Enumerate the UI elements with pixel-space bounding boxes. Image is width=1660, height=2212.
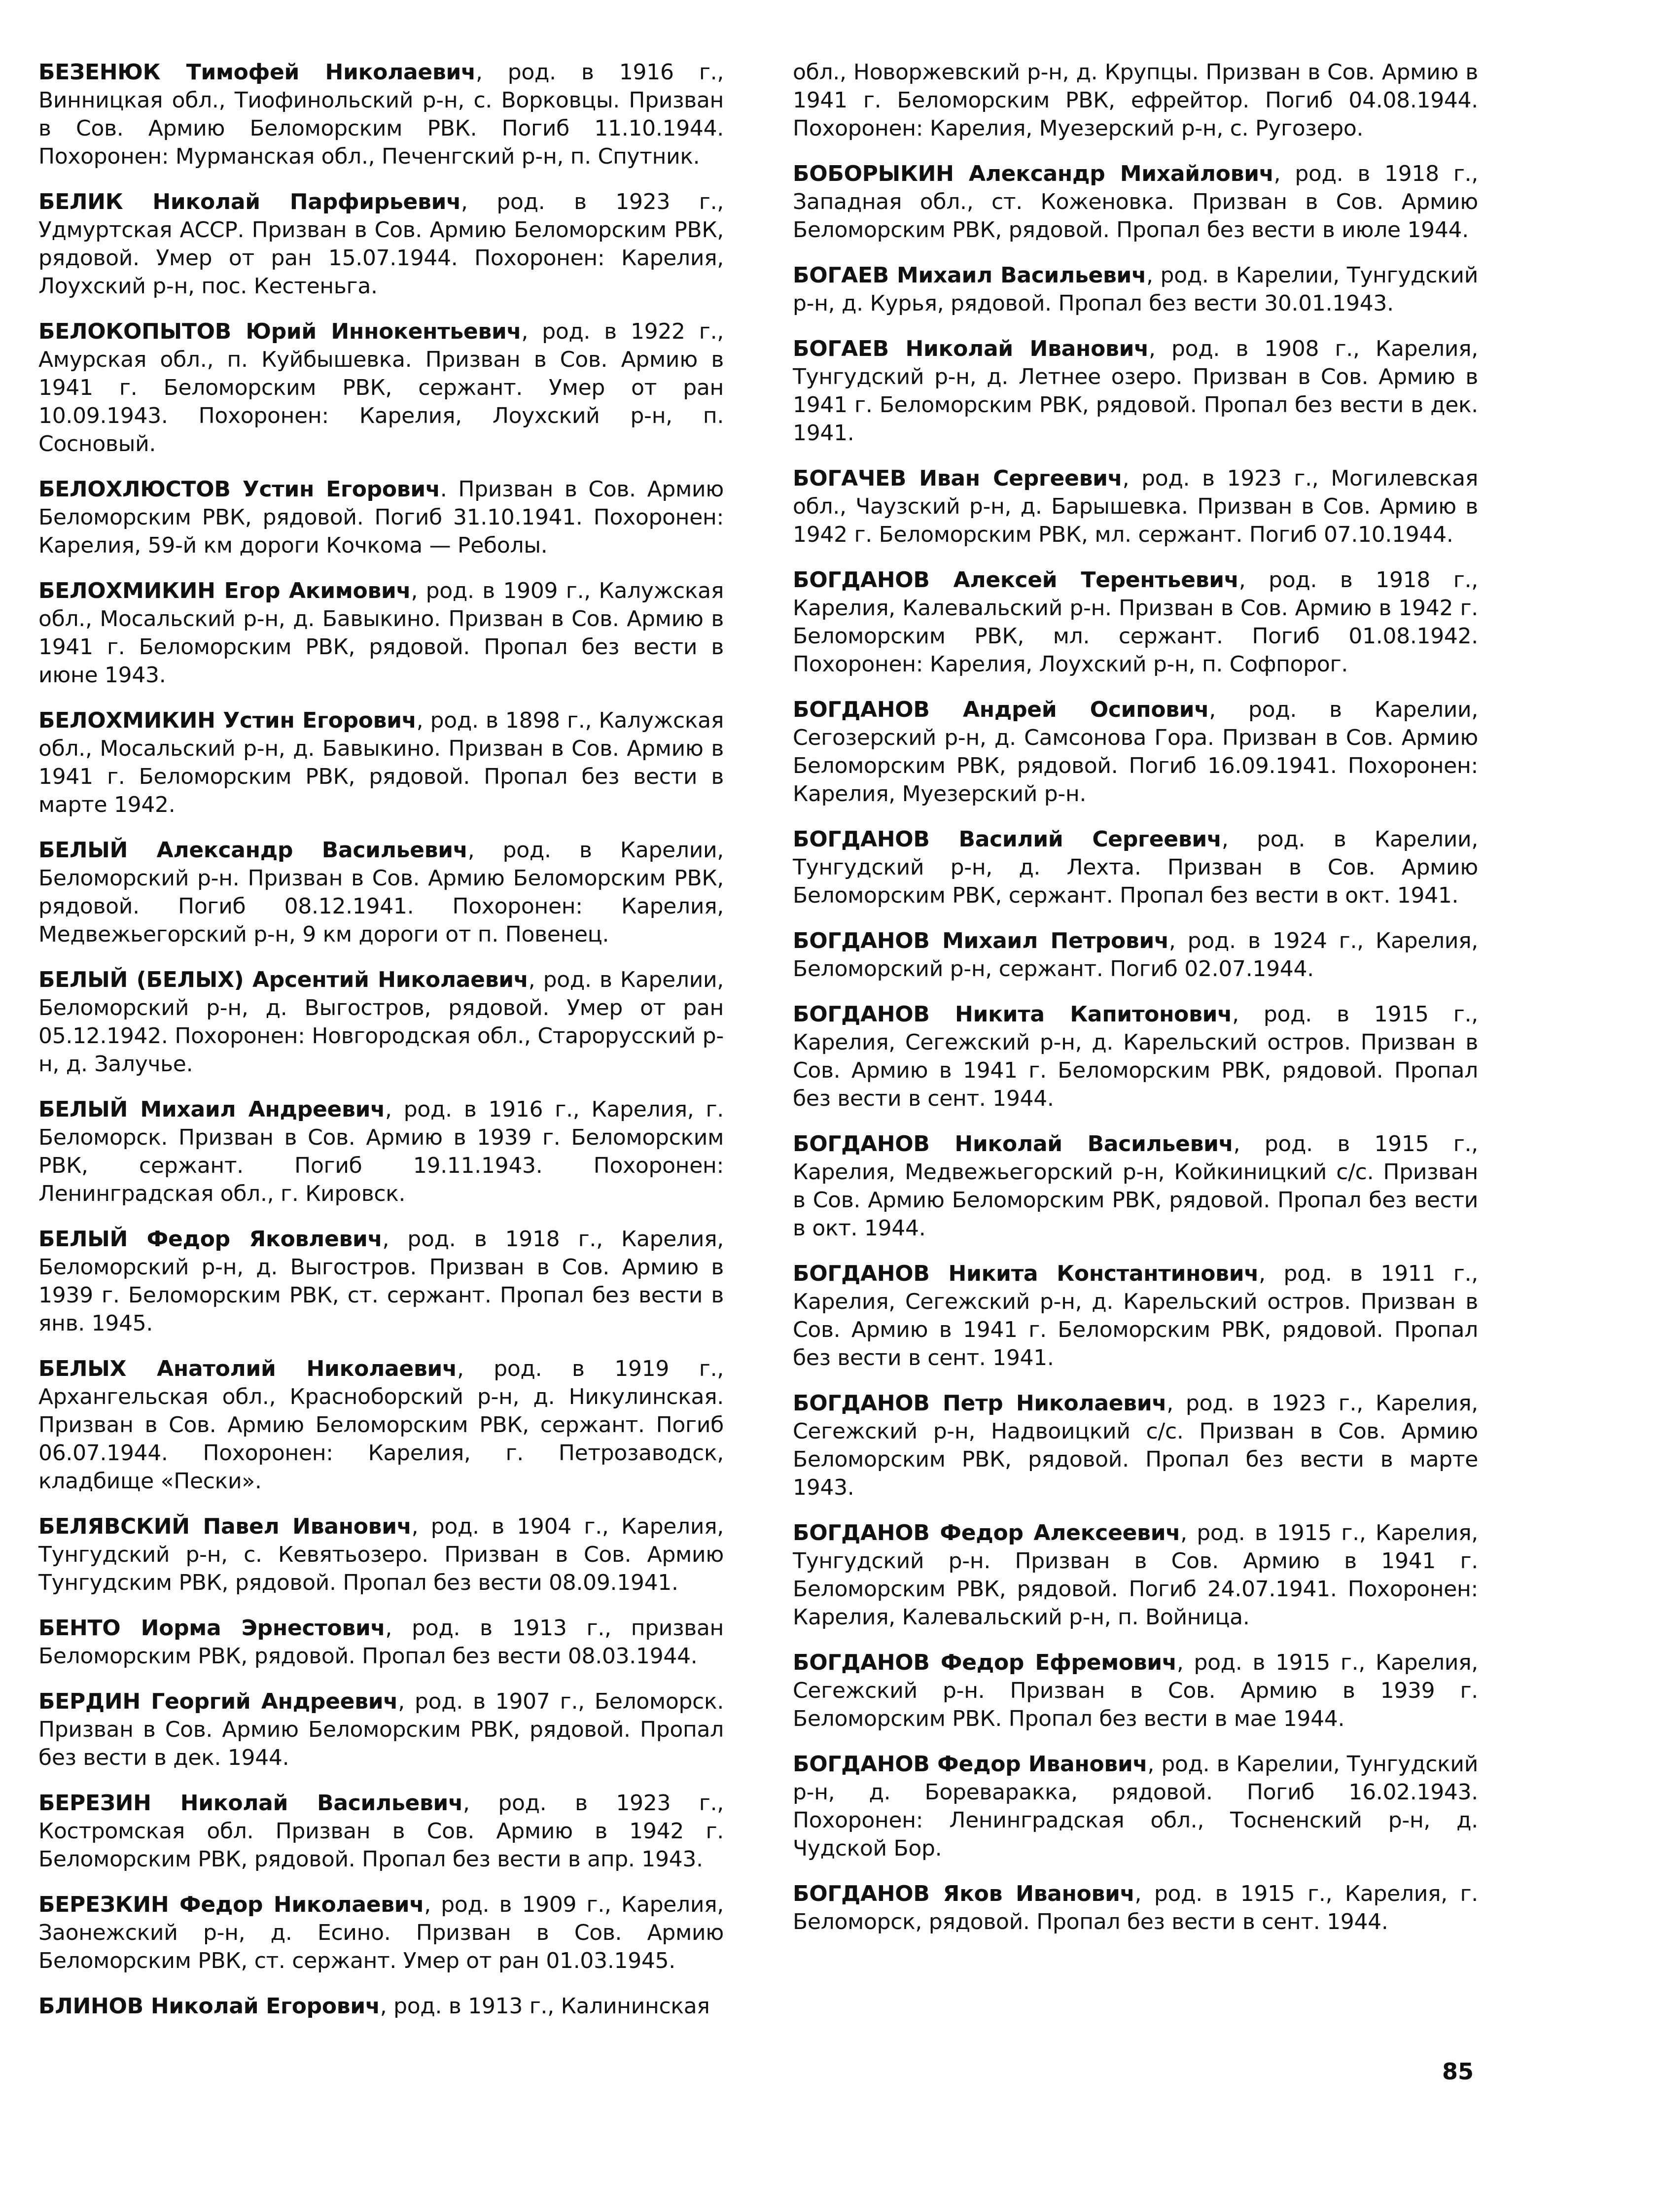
- entry-text: , род. в Карелии, Тунгудский р-н, д. Курья, рядовой. Пропал без вести 30.01.1943.: [793, 263, 1478, 316]
- entry: [38, 577, 724, 689]
- entry: [793, 566, 1478, 678]
- entry-text: , род. в 1915 г., Карелия, Медвежьегорский р-н, Койкиницкий с/с. Призван в Сов. Армию Беломорским РВК, рядовой. Пропал без вести в окт. 1944.: [793, 1131, 1478, 1241]
- entry: [38, 1891, 724, 1975]
- entry: [793, 1519, 1478, 1631]
- entry-name: БОГДАНОВ Яков Иванович: [793, 1881, 1135, 1906]
- entry-text: , род. в 1923 г., Удмуртская АССР. Призван в Сов. Армию Беломорским РВК, рядовой. Умер от ран 15.07.1944. Похоронен: Карелия, Лоухский р-н, пос. Кестеньга.: [38, 189, 724, 299]
- entry: [38, 1512, 724, 1597]
- entry-name: БОГДАНОВ Андрей Осипович: [793, 697, 1209, 722]
- entry-name: БЕРЕЗКИН Федор Николаевич: [38, 1892, 424, 1917]
- entry-text: , род. в 1923 г., Могилевская обл., Чаузский р-н, д. Барышевка. Призван в Сов. Армию в 1942 г. Беломорским РВК, мл. сержант. Погиб 07.10.1944.: [793, 466, 1478, 547]
- entry-name: БЕЛОКОПЫТОВ Юрий Иннокентьевич: [38, 319, 522, 344]
- entry-text: , род. в 1913 г., Калининская: [380, 1994, 710, 2019]
- entry-name: БОГДАНОВ Петр Николаевич: [793, 1391, 1167, 1416]
- entry-text: , род. в Карелии, Тунгудский р-н, д. Лехта. Призван в Сов. Армию Беломорским РВК, сержант. Пропал без вести в окт. 1941.: [793, 827, 1479, 908]
- entry-name: БЕРЕЗИН Николай Васильевич: [38, 1791, 463, 1816]
- entry: [793, 1130, 1478, 1242]
- right-column: [793, 58, 1478, 1953]
- entry: [38, 706, 724, 819]
- entry-text: , род. в 1913 г., призван Беломорским РВК, рядовой. Пропал без вести 08.03.1944.: [38, 1615, 724, 1669]
- entry: [793, 1389, 1478, 1502]
- entry: [38, 966, 724, 1078]
- entry-text: , род. в 1911 г., Карелия, Сегежский р-н, д. Карельский остров. Призван в Сов. Армию в 1941 г. Беломорским РВК, рядовой. Пропал без вести в сент. 1941.: [793, 1261, 1478, 1370]
- entry-name: БОГДАНОВ Николай Васильевич: [793, 1131, 1234, 1157]
- entry-name: БЛИНОВ Николай Егорович: [38, 1994, 380, 2019]
- entry-text: , род. в 1904 г., Карелия, Тунгудский р-н, с. Кевятьозеро. Призван в Сов. Армию Тунгудским РВК, рядовой. Пропал без вести 08.09.1941.: [38, 1514, 724, 1595]
- entry: [38, 836, 724, 948]
- entry-text: , род. в Карелии, Беломорский р-н, д. Выгостров, рядовой. Умер от ран 05.12.1942. Похоронен: Новгородская обл., Старорусский р-н, д. Залучье.: [38, 967, 724, 1077]
- entry: [793, 696, 1478, 808]
- left-column: [38, 58, 724, 2037]
- entry: [38, 188, 724, 300]
- entry: [38, 1614, 724, 1670]
- entry-name: БЕЗЕНЮК Тимофей Николаевич: [38, 60, 476, 85]
- entry: [793, 160, 1478, 244]
- entry-name: БЕЛЫЙ (БЕЛЫХ) Арсентий Николаевич: [38, 967, 529, 992]
- entry: [38, 58, 724, 171]
- entry-text: , род. в 1915 г., Карелия, г. Беломорск, рядовой. Пропал без вести в сент. 1944.: [793, 1881, 1478, 1934]
- entry: [38, 317, 724, 458]
- entry-name: БЕЛЫХ Анатолий Николаевич: [38, 1356, 457, 1381]
- entry-name: БЕЛЫЙ Михаил Андреевич: [38, 1097, 386, 1122]
- entry: [793, 825, 1478, 910]
- entry: [793, 1649, 1478, 1733]
- entry-name: БОГАЕВ Михаил Васильевич: [793, 263, 1146, 288]
- entry-name: БОГДАНОВ Федор Иванович: [793, 1752, 1148, 1777]
- entry-text: , род. в 1918 г., Карелия, Калевальский р-н. Призван в Сов. Армию в 1942 г. Беломорским РВК, мл. сержант. Погиб 01.08.1942. Похоронен: Карелия, Лоухский р-н, п. Софпорог.: [793, 567, 1478, 677]
- entry-name: БОГДАНОВ Федор Ефремович: [793, 1650, 1177, 1675]
- entry-text: , род. в Карелии, Беломорский р-н. Призван в Сов. Армию Беломорским РВК, рядовой. Погиб 08.12.1941. Похоронен: Карелия, Медвежьегорский р-н, 9 км дороги от п. Повенец.: [38, 838, 724, 947]
- entry-text: , род. в 1918 г., Карелия, Беломорский р-н, д. Выгостров. Призван в Сов. Армию в 1939 г. Беломорским РВК, ст. сержант. Пропал без вести в янв. 1945.: [38, 1227, 724, 1336]
- entry-text: , род. в 1907 г., Беломорск. Призван в Сов. Армию Беломорским РВК, рядовой. Пропал без вести в дек. 1944.: [38, 1689, 724, 1770]
- entry-text: , род. в 1923 г., Костромская обл. Призван в Сов. Армию в 1942 г. Беломорским РВК, рядовой. Пропал без вести в апр. 1943.: [38, 1791, 724, 1872]
- entry: [793, 335, 1478, 447]
- entry-text: , род. в 1898 г., Калужская обл., Мосальский р-н, д. Бавыкино. Призван в Сов. Армию в 1941 г. Беломорским РВК, рядовой. Пропал без вести в марте 1942.: [38, 708, 724, 817]
- entry-name: БЕЛОХЛЮСТОВ Устин Егорович: [38, 477, 440, 502]
- entry: [793, 464, 1478, 549]
- entry-text: , род. в 1923 г., Карелия, Сегежский р-н, Надвоицкий с/с. Призван в Сов. Армию Беломорским РВК, рядовой. Пропал без вести в марте 1943.: [793, 1391, 1478, 1500]
- entry-name: БЕЛИК Николай Парфирьевич: [38, 189, 461, 214]
- entry-text: , род. в 1909 г., Карелия, Заонежский р-н, д. Есино. Призван в Сов. Армию Беломорским РВК, ст. сержант. Умер от ран 01.03.1945.: [38, 1892, 724, 1973]
- entry: [38, 475, 724, 560]
- entry-name: БЕЛОХМИКИН Егор Акимович: [38, 578, 411, 603]
- entry: [793, 1880, 1478, 1936]
- entry-name: БОГДАНОВ Никита Капитонович: [793, 1002, 1233, 1027]
- entry-name: БОГАЧЕВ Иван Сергеевич: [793, 466, 1123, 491]
- entry: [38, 1789, 724, 1873]
- entry-text: , род. в Карелии, Тунгудский р-н, д. Бореваракка, рядовой. Погиб 16.02.1943. Похоронен: Ленинградская обл., Тосненский р-н, д. Чудской Бор.: [793, 1752, 1478, 1861]
- entry: [38, 1095, 724, 1208]
- entry-continuation: обл., Новоржевский р-н, д. Крупцы. Призван в Сов. Армию в 1941 г. Беломорским РВК, ефрейтор. Погиб 04.08.1944. Похоронен: Карелия, Муезерский р-н, с. Ругозеро.: [793, 60, 1478, 141]
- page-number: 85: [1442, 2058, 1474, 2085]
- entry-text: , род. в 1915 г., Карелия, Тунгудский р-н. Призван в Сов. Армию в 1941 г. Беломорским РВК, рядовой. Погиб 24.07.1941. Похоронен: Карелия, Калевальский р-н, п. Войница.: [793, 1520, 1478, 1630]
- entry: [793, 1260, 1478, 1372]
- entry-text: , род. в 1916 г., Винницкая обл., Тиофинольский р-н, с. Ворковцы. Призван в Сов. Армию Беломорским РВК. Погиб 11.10.1944. Похоронен: Мурманская обл., Печенгский р-н, п. Спутник.: [38, 60, 724, 169]
- entry-text: , род. в 1924 г., Карелия, Беломорский р-н, сержант. Погиб 02.07.1944.: [793, 928, 1478, 982]
- entry-text: , род. в 1922 г., Амурская обл., п. Куйбышевка. Призван в Сов. Армию в 1941 г. Беломорским РВК, сержант. Умер от ран 10.09.1943. Похоронен: Карелия, Лоухский р-н, п. Сосновый.: [38, 319, 724, 456]
- entry-text: , род. в Карелии, Сегозерский р-н, д. Самсонова Гора. Призван в Сов. Армию Беломорским РВК, рядовой. Погиб 16.09.1941. Похоронен: Карелия, Муезерский р-н.: [793, 697, 1478, 807]
- entry-name: БЕЛЯВСКИЙ Павел Иванович: [38, 1514, 412, 1539]
- entry-text: , род. в 1908 г., Карелия, Тунгудский р-н, д. Летнее озеро. Призван в Сов. Армию в 1941 г. Беломорским РВК, рядовой. Пропал без вести в дек. 1941.: [793, 336, 1478, 446]
- entry-name: БОГАЕВ Николай Иванович: [793, 336, 1149, 361]
- entry-name: БОГДАНОВ Василий Сергеевич: [793, 827, 1222, 852]
- entry: [793, 261, 1478, 317]
- entry-text: . Призван в Сов. Армию Беломорским РВК, рядовой. Погиб 31.10.1941. Похоронен: Карелия, 59-й км дороги Кочкома — Реболы.: [38, 477, 724, 558]
- entry-text: , род. в 1919 г., Архангельская обл., Красноборский р-н, д. Никулинская. Призван в Сов. Армию Беломорским РВК, сержант. Погиб 06.07.1944. Похоронен: Карелия, г. Петрозаводск, кладбище «Пески».: [38, 1356, 724, 1494]
- entry: [793, 1750, 1478, 1862]
- entry-text: , род. в 1918 г., Западная обл., ст. Коженовка. Призван в Сов. Армию Беломорским РВК, рядовой. Пропал без вести в июле 1944.: [793, 161, 1479, 243]
- entry-text: , род. в 1916 г., Карелия, г. Беломорск. Призван в Сов. Армию в 1939 г. Беломорским РВК, сержант. Погиб 19.11.1943. Похоронен: Ленинградская обл., г. Кировск.: [38, 1097, 724, 1206]
- entry: [38, 1225, 724, 1337]
- entry-name: БОБОРЫКИН Александр Михайлович: [793, 161, 1274, 186]
- entry-name: БЕНТО Иорма Эрнестович: [38, 1615, 386, 1641]
- entry-name: БЕЛОХМИКИН Устин Егорович: [38, 708, 417, 733]
- entry: [793, 927, 1478, 983]
- entry: [38, 1992, 724, 2020]
- entry-name: БОГДАНОВ Никита Константинович: [793, 1261, 1259, 1286]
- entry-name: БЕЛЫЙ Александр Васильевич: [38, 838, 468, 863]
- entry: [38, 1687, 724, 1772]
- entry-text: , род. в 1909 г., Калужская обл., Мосальский р-н, д. Бавыкино. Призван в Сов. Армию в 1941 г. Беломорским РВК, рядовой. Пропал без вести в июне 1943.: [38, 578, 724, 688]
- entry: [38, 1355, 724, 1495]
- entry: [793, 1000, 1478, 1113]
- entry-name: БЕЛЫЙ Федор Яковлевич: [38, 1227, 383, 1252]
- entry-text: , род. в 1915 г., Карелия, Сегежский р-н. Призван в Сов. Армию в 1939 г. Беломорским РВК. Пропал без вести в мае 1944.: [793, 1650, 1478, 1731]
- entry-name: БОГДАНОВ Алексей Терентьевич: [793, 567, 1239, 593]
- entry-text: , род. в 1915 г., Карелия, Сегежский р-н, д. Карельский остров. Призван в Сов. Армию в 1941 г. Беломорским РВК, рядовой. Пропал без вести в сент. 1944.: [793, 1002, 1478, 1111]
- entry-name: БОГДАНОВ Михаил Петрович: [793, 928, 1169, 953]
- entry-name: БОГДАНОВ Федор Алексеевич: [793, 1520, 1181, 1545]
- entry-name: БЕРДИН Георгий Андреевич: [38, 1689, 398, 1714]
